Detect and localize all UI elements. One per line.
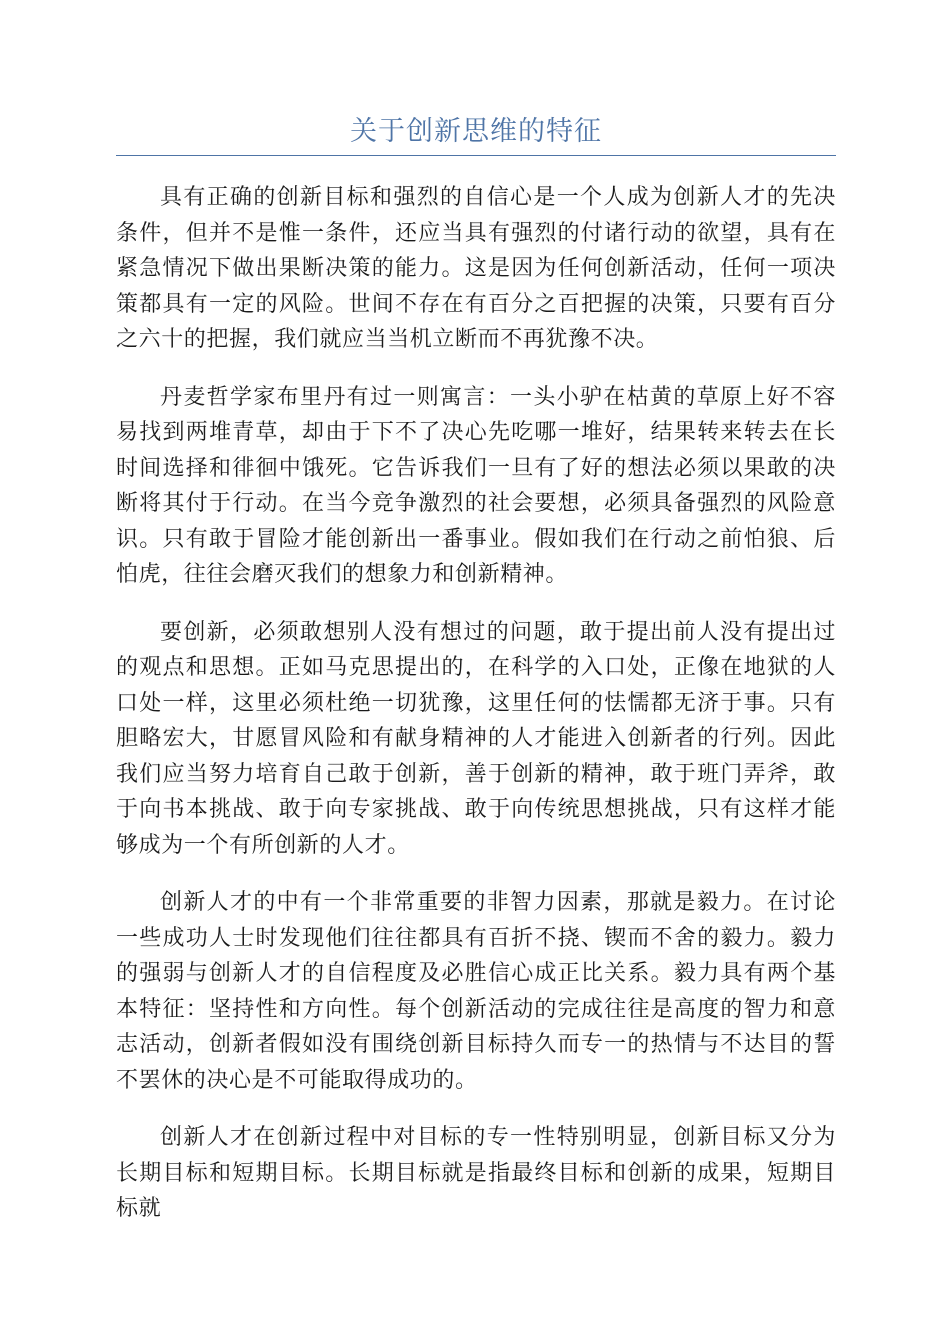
paragraph-4: 创新人才的中有一个非常重要的非智力因素，那就是毅力。在讨论一些成功人士时发现他们往往都具有百折不挠、锲而不舍的毅力。毅力的强弱与创新人才的自信程度及必胜信心成正比关系。毅力具有两个基本特征：坚持性和方向性。每个创新活动的完成往往是高度的智力和意志活动，创新者假如没有围绕创新目标持久而专一的热情与不达目的誓不罢休的决心是不可能取得成功的。 [116,890,836,1093]
title-underline [116,155,836,156]
page-title: 关于创新思维的特征 [350,116,602,147]
paragraph-5: 创新人才在创新过程中对目标的专一性特别明显，创新目标又分为长期目标和短期目标。长期目标就是指最终目标和创新的成果，短期目标就 [116,1125,836,1221]
title-block [116,112,836,156]
paragraph-1: 具有正确的创新目标和强烈的自信心是一个人成为创新人才的先决条件，但并不是惟一条件，还应当具有强烈的付诸行动的欲望，具有在紧急情况下做出果断决策的能力。这是因为任何创新活动，任何一项决策都具有一定的风险。世间不存在有百分之百把握的决策，只要有百分之六十的把握，我们就应当当机立断而不再犹豫不决。 [116,185,836,352]
paragraph-2: 丹麦哲学家布里丹有过一则寓言：一头小驴在枯黄的草原上好不容易找到两堆青草，却由于下不了决心先吃哪一堆好，结果转来转去在长时间选择和徘徊中饿死。它告诉我们一旦有了好的想法必须以果敢的决断将其付于行动。在当今竞争激烈的社会要想，必须具备强烈的风险意识。只有敢于冒险才能创新出一番事业。假如我们在行动之前怕狼、后怕虎，往往会磨灭我们的想象力和创新精神。 [116,384,836,587]
document-body [116,180,836,1249]
paragraph-3: 要创新，必须敢想别人没有想过的问题，敢于提出前人没有提出过的观点和思想。正如马克思提出的，在科学的入口处，正像在地狱的人口处一样，这里必须杜绝一切犹豫，这里任何的怯懦都无济于事。只有胆略宏大，甘愿冒风险和有献身精神的人才能进入创新者的行列。因此我们应当努力培育自己敢于创新，善于创新的精神，敢于班门弄斧，敢于向书本挑战、敢于向专家挑战、敢于向传统思想挑战，只有这样才能够成为一个有所创新的人才。 [116,619,836,858]
